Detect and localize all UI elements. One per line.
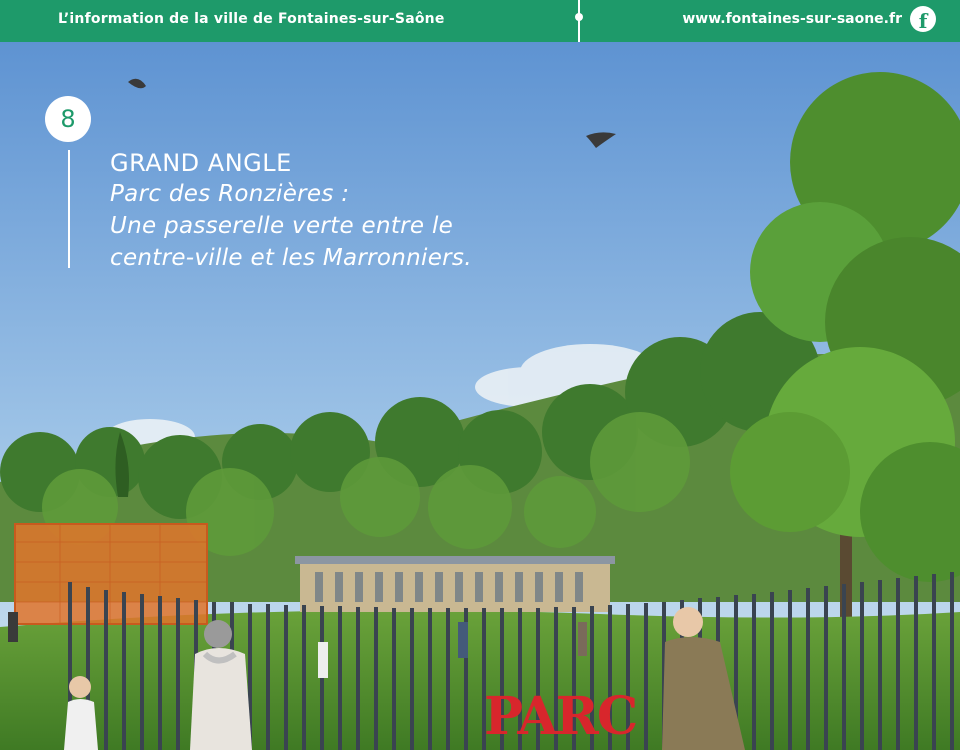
headline-rule	[68, 150, 70, 268]
magazine-tagline: L’information de la ville de Fontaines-sur-Saône	[58, 11, 445, 27]
park-pavilion	[295, 556, 615, 612]
top-banner	[0, 0, 960, 42]
page-number: 8	[45, 96, 91, 142]
headline-line-2: Une passerelle verte entre le	[110, 213, 454, 239]
headline-line-1: Parc des Ronzières :	[110, 181, 350, 207]
section-kicker: GRAND ANGLE	[110, 149, 292, 177]
website-link[interactable]: www.fontaines-sur-saone.fr	[682, 11, 902, 27]
banner-divider	[578, 0, 580, 42]
headline-block	[110, 148, 472, 274]
park-sign: PARC	[484, 686, 637, 747]
banner-divider-dot	[575, 13, 583, 21]
facebook-icon[interactable]: f	[910, 6, 936, 32]
headline-line-3: centre-ville et les Marronniers.	[110, 245, 472, 271]
